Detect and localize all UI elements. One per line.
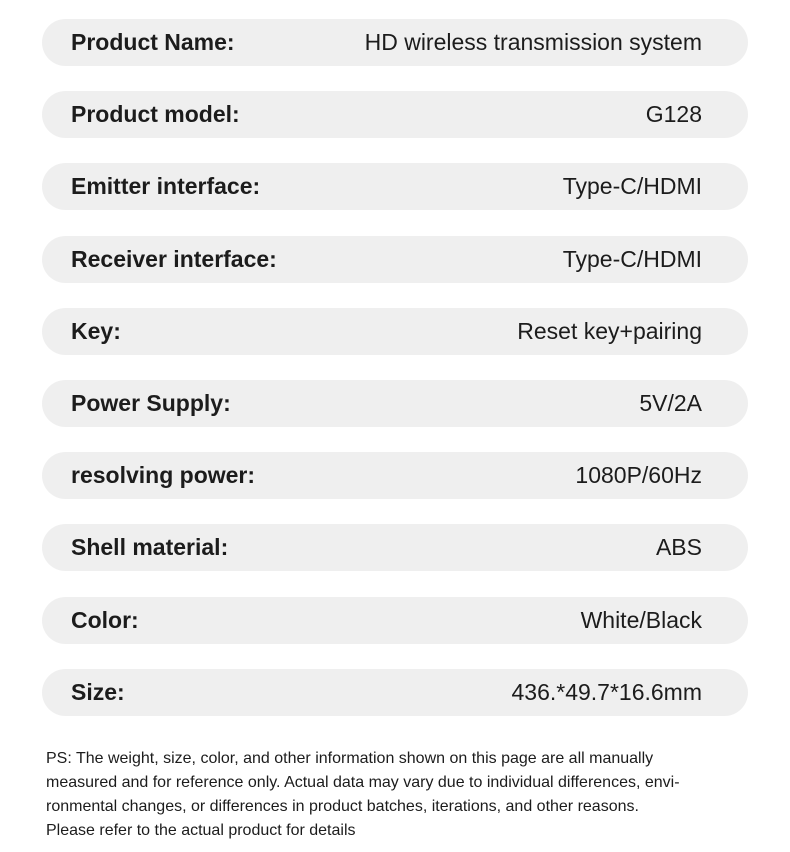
spec-label: Product Name: (71, 29, 235, 55)
spec-value: ABS (655, 534, 702, 561)
spec-row-size (42, 669, 748, 716)
spec-row-receiver-interface (42, 236, 748, 283)
disclaimer-line: measured and for reference only. Actual data may vary due to individual differences, envi- (46, 774, 680, 791)
spec-row-power-supply (42, 380, 748, 427)
disclaimer-note (46, 747, 756, 843)
spec-label: Key: (71, 317, 121, 344)
spec-value: Type-C/HDMI (562, 245, 702, 272)
spec-value: White/Black (580, 606, 702, 633)
spec-value: G128 (645, 101, 702, 128)
spec-row-emitter-interface (42, 163, 748, 210)
disclaimer-line: PS: The weight, size, color, and other information shown on this page are all manually (46, 750, 654, 767)
spec-label: Color: (71, 606, 139, 633)
spec-label: Shell material: (71, 534, 229, 561)
spec-label: Receiver interface: (71, 245, 277, 272)
spec-label: Emitter interface: (71, 173, 261, 200)
spec-value: 436.*49.7*16.6mm (511, 678, 702, 705)
spec-value: 5V/2A (639, 389, 702, 416)
spec-value: HD wireless transmission system (364, 29, 702, 55)
spec-label: Product model: (71, 101, 240, 128)
spec-row-product-name (42, 19, 748, 66)
spec-label: Size: (71, 678, 125, 705)
spec-label: Power Supply: (71, 389, 231, 416)
disclaimer-line: Please refer to the actual product for details (46, 822, 356, 839)
spec-label: resolving power: (71, 462, 256, 489)
spec-table (42, 19, 748, 741)
spec-value: 1080P/60Hz (575, 462, 702, 489)
spec-row-color (42, 597, 748, 644)
disclaimer-line: ronmental changes, or differences in product batches, iterations, and other reasons. (46, 798, 639, 815)
spec-row-resolving-power (42, 452, 748, 499)
spec-row-shell-material (42, 524, 748, 571)
spec-value: Type-C/HDMI (562, 173, 702, 200)
spec-row-key (42, 308, 748, 355)
spec-value: Reset key+pairing (517, 317, 702, 344)
spec-row-product-model (42, 91, 748, 138)
